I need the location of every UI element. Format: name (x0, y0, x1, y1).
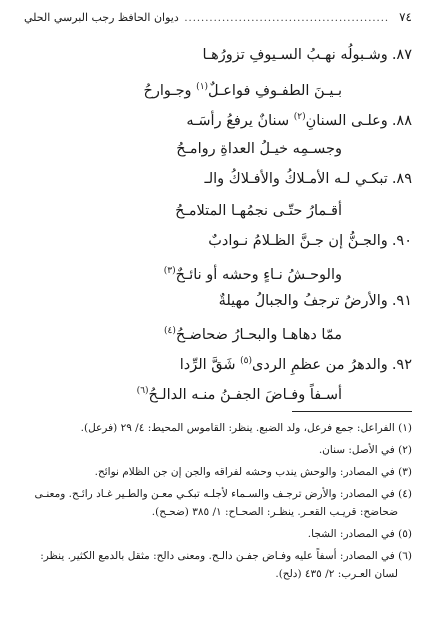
verse-first-hemistich: وعلـى السنانِ (305, 112, 388, 129)
verse-line (24, 256, 412, 286)
page-number: ٧٤ (399, 10, 412, 24)
verse-first-hemistich-tail: سنانٌ يرفعُ رأسَـه (186, 112, 294, 129)
verse-line (24, 102, 412, 132)
verse-second-hemistich: والوحـشُ نـاءٍ وحشه أو نائـحٌ (175, 266, 342, 283)
footnote-marker[interactable]: (٣) (163, 266, 176, 276)
verse-first-hemistich: تبكـي لـه الأمـلاكُ والأفـلاكُ والـ (204, 171, 388, 187)
verse-number: ٩٠. (391, 233, 412, 249)
verse-line (24, 40, 412, 70)
page-header (24, 10, 412, 30)
verse-second-hemistich: أسـفاً وفـاضَ الجفـنُ منـه الدالـحُ (148, 386, 342, 403)
verse-line (24, 346, 412, 376)
footnote: (٣) في المصادر: والوحش يندب وحشه لفراقه والجن إن جن الظلام نوائح. (94, 466, 412, 478)
verse-second-hemistich: بـيـنَ الطفـوفِ فواعـلٌ (208, 82, 342, 99)
footnote-separator (292, 411, 412, 412)
verse-number: ٩١. (391, 293, 412, 309)
footnote-continuation: ضحاضح: قريـب القعـر. ينظـر: الصحـاح: ١/ ٣٨٥ (ضحـح). (151, 506, 398, 518)
verse-second-hemistich: ممّا دهاهـا والبحـارُ ضحاضـحُ (175, 326, 342, 343)
verse-second-hemistich-tail: وجـوارحُ (143, 82, 197, 99)
verse-first-hemistich: والجـنُّ إن جـنَّ الظـلامُ نـوادبٌ (208, 233, 388, 249)
verse-line (24, 164, 412, 194)
verse-line (24, 376, 412, 406)
footnote-marker[interactable]: (٢) (293, 112, 306, 122)
verse-number: ٨٨. (391, 112, 412, 129)
verse-first-hemistich: وشـبولُه نهـبُ السـيوفِ تزورُهـا (202, 47, 388, 63)
verse-line (24, 72, 412, 102)
verse-first-hemistich-tail: شَقَّ الرِّدا (179, 356, 241, 373)
header-dot-leader (183, 13, 389, 24)
footnote: (٦) في المصادر: أسفاً عليه وفـاض جفـن دالـح. ومعنى دالح: مثقل بالدمع الكثير. ينظر: (40, 550, 412, 562)
footnote: (١) الفراعل: جمع فرعل، ولد الضبع. ينظر: القاموس المحيط: ٤/ ٢٩ (فرعل). (80, 422, 412, 434)
verse-number: ٩٢. (391, 356, 412, 373)
verse-first-hemistich: والأرضُ ترجفُ والجبالُ مهيلةٌ (218, 293, 388, 309)
verse-first-hemistich: والدهرُ من عظمِ الردى (252, 356, 388, 373)
verse-second-hemistich: أقـمارُ حتّـى نجمُهـا المتلامـحُ (175, 203, 342, 219)
verse-number: ٨٧. (391, 47, 412, 63)
verse-number: ٨٩. (391, 171, 412, 187)
book-title: ديوان الحافظ رجب البرسي الحلي (24, 11, 179, 24)
verse-second-hemistich: وجسـمِه خيـلُ العداةِ روامـحُ (176, 141, 342, 157)
verse-line (24, 134, 412, 164)
verse-line (24, 316, 412, 346)
footnote-marker[interactable]: (٦) (136, 386, 149, 396)
verse-line (24, 226, 412, 256)
verse-line (24, 286, 412, 316)
verse-line (24, 196, 412, 226)
footnote: (٢) في الأصل: سنان. (318, 444, 412, 456)
footnote-marker[interactable]: (٤) (164, 326, 176, 336)
footnote-continuation: لسان العـرب: ٢/ ٤٣٥ (دلح). (275, 568, 398, 580)
footnote-marker[interactable]: (٥) (240, 356, 253, 366)
footnote: (٤) في المصادر: والأرض ترجـف والسـماء لأجلـه تبكـي معـن والطـير غـاد رائـح. ومعنـى (34, 488, 412, 500)
footnote: (٥) في المصادر: الشجا. (307, 528, 412, 540)
footnote-marker[interactable]: (١) (196, 82, 209, 92)
